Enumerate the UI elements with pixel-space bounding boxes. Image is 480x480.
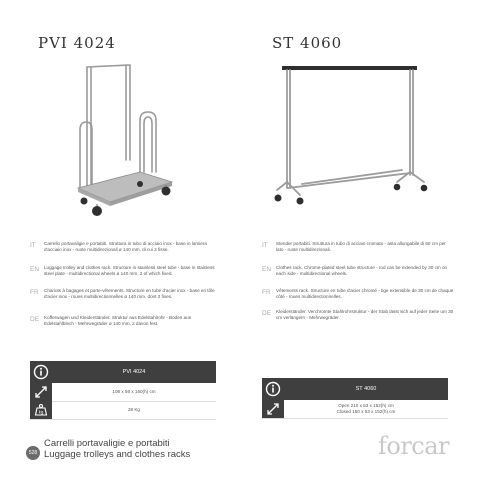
svg-text:kg: kg [38,409,44,415]
dimensions-value [284,403,448,415]
page-number-badge: 528 [26,446,40,460]
spec-row-dimensions-right [262,400,448,419]
brand-logo: forcar [378,432,450,460]
spec-row-weight-left [30,401,216,420]
lang-code: FR [30,289,39,296]
desc-text: Vêtements rack. Structure en tube d'acier chromé - tige extensible de 30 cm de chaque côté - roues multidirectionnelles. [276,288,454,299]
desc-de-right [262,309,454,321]
desc-it-right [262,241,454,253]
desc-fr-right [262,288,454,300]
dimensions-open: Open 210 x 53 x 152(h) cm [338,403,394,408]
luggage-trolley-image [70,60,180,220]
desc-en-right [262,265,454,277]
lang-code: IT [262,242,268,249]
dimensions-icon [30,383,52,401]
clothes-rack-image [272,60,432,220]
lang-code: DE [30,316,40,323]
lang-code: EN [30,266,40,273]
dimensions-value: 108 x 56 x 160(h) cm [112,389,156,394]
lang-code: FR [262,289,271,296]
spec-table-header-right [262,378,448,400]
weight-icon [30,401,52,419]
info-icon [30,361,52,383]
footer-title-it: Carrelli portavaligie e portabiti [44,438,170,449]
lang-code: EN [262,266,272,273]
model-label: PVI 4024 [122,369,146,375]
desc-text: Kleiderständer. Verchromte Stahlrohrstruktur - der Stab lässt sich auf jeder Seite um 30 cm verlängern - Mehrwegräder. [276,309,454,320]
desc-text: Stender portabiti. Struttura in tubo di acciaio cromato - asta allungabile di 60 cm per lato - ruote multidirezionali. [276,241,446,252]
desc-text: Kofferwagen und Kleiderständer. Struktur aus Edelstahlrohr - Boden aus Edelstahlblech - Mehrwegräder ø 140 mm, 2 davon fest. [44,315,192,326]
model-label: ST 4060 [355,386,377,392]
product-code-pvi: PVI 4024 [38,34,116,52]
desc-text: Clothes rack. Chrome-plated steel tube structure - rod can be extended by 30 cm on each side - multidirectional wheels. [276,265,448,276]
spec-row-dimensions-left [30,383,216,402]
desc-fr-left [30,288,222,300]
info-icon [262,378,284,400]
product-code-st: ST 4060 [272,34,343,52]
dimensions-icon [262,400,284,418]
dimensions-closed: Closed 150 x 53 x 152(h) cm [336,409,396,414]
weight-value: 28 Kg [127,407,140,412]
footer-title-en: Luggage trolleys and clothes racks [44,449,191,460]
lang-code: IT [30,242,36,249]
desc-it-left [30,241,222,253]
desc-text: Luggage trolley and clothes rack. Structure in stainless steel tube - base in stainless steel plate - multidirectional wheels ø 140 mm, 2 of which fixed. [44,265,215,276]
desc-de-left [30,315,222,327]
lang-code: DE [262,310,272,317]
spec-table-header-left [30,361,216,383]
desc-text: Carrello portavaligie e portabiti. Struttura in tubo di acciaio inox - base in lamiera d'acciaio inox - ruote multidirezionali ø 140 mm, di cui 2 fisse. [44,241,207,252]
desc-en-left [30,265,222,277]
desc-text: Chariots à bagages et porte-vêtements. Structure en tube d'acier inox - base en tôle d'acier inox - roues multidirectionnelles ø 140 mm, dont 2 fixes. [44,288,215,299]
footer-titles [44,438,190,460]
